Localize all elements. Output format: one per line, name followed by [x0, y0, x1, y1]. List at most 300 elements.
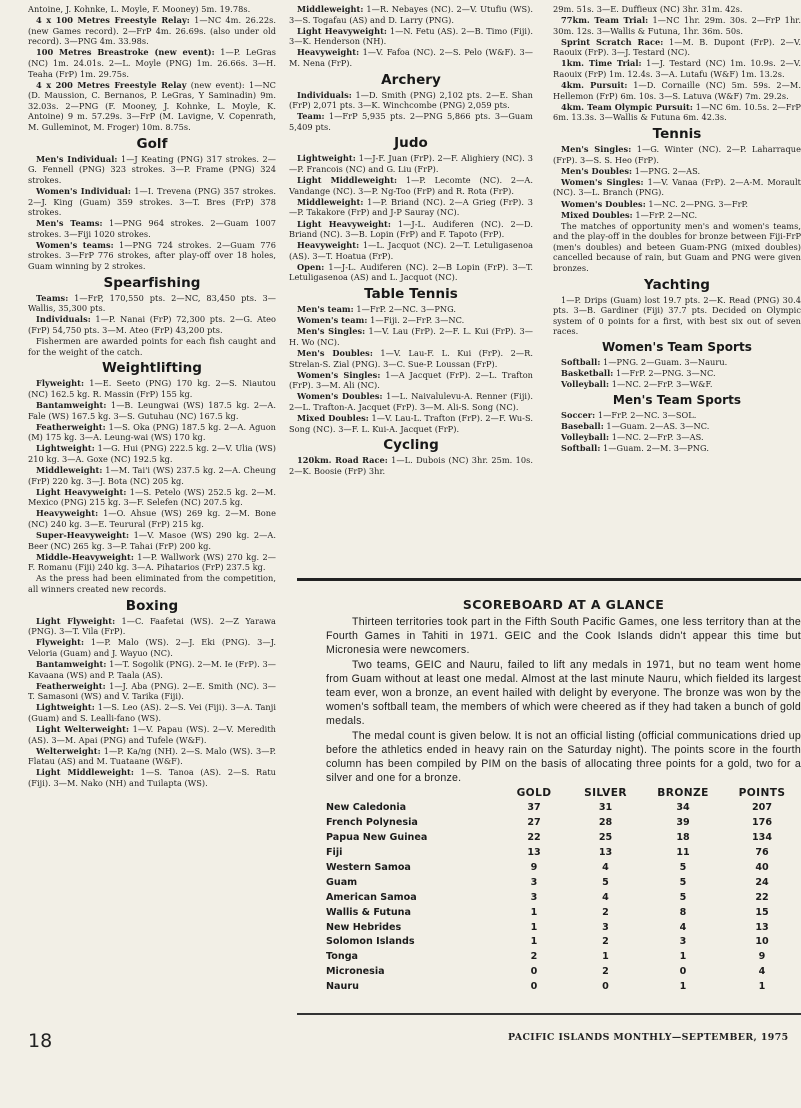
event-title: Lightweight: [36, 443, 95, 454]
result-entry [28, 702, 276, 723]
publication-footer: PACIFIC ISLANDS MONTHLY—SEPTEMBER, 1975 [508, 1032, 789, 1043]
result-entry [28, 314, 276, 335]
event-title: Heavyweight: [297, 240, 360, 251]
result-entry [553, 368, 801, 379]
result-entry [28, 746, 276, 767]
result-text: 1—NC. 2—PNG. 3—FrP. [645, 198, 749, 209]
event-title: Volleyball: [561, 379, 610, 390]
result-entry [289, 4, 533, 25]
result-entry [289, 153, 533, 174]
event-title: Light Welterweight: [36, 724, 130, 735]
result-entry [289, 326, 533, 347]
event-title: Basketball: [561, 368, 614, 379]
event-title: Middleweight: [297, 196, 364, 207]
event-title: Open: [297, 261, 325, 272]
result-entry [553, 357, 801, 368]
result-entry [28, 422, 276, 443]
result-entry [289, 262, 533, 283]
result-text: 1—P. Wallwork (WS) 270 kg. 2—F. Romanu (Fiji) 240 kg. 3—A. Pihatarios (FrP) 237.5 kg. [28, 551, 276, 573]
result-entry [28, 4, 276, 15]
event-title: Men's Doubles: [561, 165, 633, 176]
results-column-3 [553, 4, 801, 572]
event-title: 77km. Team Trial: [561, 15, 649, 26]
result-entry [289, 47, 533, 68]
result-entry [553, 410, 801, 421]
territory-name [326, 815, 500, 830]
event-title: Individuals: [36, 314, 91, 325]
section-heading: Golf [136, 135, 168, 152]
result-entry [289, 175, 533, 196]
territory-name-text: Western Samoa [326, 861, 411, 873]
silver-count: 2 [602, 936, 609, 948]
scoreboard-bottom-rule [297, 1013, 801, 1015]
result-text: 1—P. Malo (WS). 2—J. Eki (PNG). 3—J. Veloria (Guam) and J. Wayuo (NC). [28, 637, 276, 658]
event-title: Women's Individual: [36, 185, 131, 196]
territory-name [326, 920, 500, 935]
result-entry [553, 166, 801, 177]
result-text: 1—T. Sogolik (PNG). 2—M. Ie (FrP). 3—Kavaana (WS) and P. Taala (AS). [28, 658, 276, 680]
event-title: Individuals: [297, 89, 352, 100]
result-text: 1—FrP 5,935 pts. 2—PNG 5,866 pts. 3—Guam 5,409 pts. [289, 111, 533, 132]
table-row [326, 845, 801, 860]
result-text: 1—V. Masoe (WS) 290 kg. 2—A. Beer (NC) 265 kg. 3—P. Tahai (FrP) 200 kg. [28, 530, 276, 551]
result-entry [28, 47, 276, 79]
result-entry [28, 218, 276, 239]
territory-name-text: Micronesia [326, 966, 385, 978]
event-title: 4 x 100 Metres Freestyle Relay: [36, 15, 190, 26]
event-title: Sprint Scratch Race: [561, 36, 664, 47]
result-text: 1—C. Faafetai (WS). 2—Z Yarawa (PNG). 3—T. Vila (FrP). [28, 615, 276, 637]
medal-table-header-silver: SILVER [584, 787, 627, 800]
result-entry [289, 197, 533, 218]
result-text: 1—J-F. Juan (FrP). 2—F. Alighiery (NC). 3—P. Francois (NC) and G. Liu (FrP). [289, 153, 533, 175]
result-text: 1—E. Seeto (PNG) 170 kg. 2—S. Niautou (NC) 162.5 kg. R. Massin (FrP) 155 kg. [28, 378, 276, 399]
gold-count: 22 [527, 832, 541, 844]
result-text: 1—Guam. 2—AS. 3—NC. [603, 420, 710, 431]
event-title: Men's Teams: [36, 218, 103, 229]
result-entry [28, 186, 276, 218]
event-title: Light Heavyweight: [297, 25, 387, 36]
event-title: Teams: [36, 292, 69, 303]
event-title: Featherweight: [36, 680, 106, 691]
bronze-count: 8 [679, 906, 687, 918]
result-text: 1—D. Cornaille (NC) 5m. 59s. 2—M. Hellemon (FrP) 6m. 10s. 3—S. Latuva (W&F) 7m. 29.2s. [553, 80, 801, 101]
result-text: 1—L. Dubois (NC) 3hr. 25m. 10s. 2—K. Boosie (FrP) 3hr. [289, 455, 533, 476]
event-title: Light Flyweight: [36, 615, 116, 626]
event-title: Mixed Doubles: [297, 413, 369, 423]
bronze-count: 39 [676, 817, 690, 829]
result-entry [28, 487, 276, 508]
gold-count: 0 [530, 981, 538, 993]
result-entry [28, 616, 276, 637]
result-text: 1—PNG 724 strokes. 2—Guam 776 strokes. 3—FrP 776 strokes, after play-off over 18 holes, Guam winning by 2 strokes. [28, 239, 276, 272]
result-entry [289, 111, 533, 132]
result-entry [28, 552, 276, 573]
result-text: 1—NC 6m. 10.5s. 2—FrP 6m. 13.3s. 3—Wallis & Futuna 6m. 42.3s. [553, 101, 801, 123]
result-text: 1—P. LeGras (NC) 1m. 24.01s. 2—L. Moyle (PNG) 1m. 26.66s. 3—H. Teaha (FrP) 1m. 29.75s. [28, 47, 276, 79]
result-entry [28, 508, 276, 529]
event-title: Middle-Heavyweight: [36, 551, 134, 562]
points-count: 40 [755, 861, 769, 873]
result-text: 1—G. Hui (PNG) 222.5 kg. 2—V. Ulia (WS) 210 kg. 3—A. Goxe (NC) 192.5 kg. [28, 443, 276, 464]
result-text: 1—R. Nebayes (NC). 2—V. Utufiu (WS). 3—S. Togafau (AS) and D. Larry (PNG). [289, 4, 533, 25]
medal-table-header-blank [326, 786, 500, 800]
territory-name-text: French Polynesia [326, 817, 418, 829]
result-text: 1—B. Leungwai (WS) 187.5 kg. 2—A. Fale (WS) 167.5 kg. 3—S. Gutuhau (NC) 167.5 kg. [28, 399, 276, 421]
result-text: 1—J-L. Audiferen (NC). 2—B Lopin (FrP). 3—T. Letuligasenoa (AS) and L. Jacquot (NC). [289, 261, 533, 283]
points-count: 13 [755, 921, 769, 933]
result-entry [28, 240, 276, 272]
table-row [326, 905, 801, 920]
points-count: 4 [758, 966, 766, 978]
result-text: 1—G. Winter (NC). 2—P. Laharraque (FrP). 3—S. S. Heo (FrP). [553, 144, 801, 165]
result-text: 1—L. Jacquot (NC). 2—T. Letuligasenoa (AS). 3—T. Hoatua (FrP). [289, 240, 533, 261]
scoreboard-paragraph: Two teams, GEIC and Nauru, failed to lift any medals in 1971, but no team went home from Guam without at least one medal. Almost at the last minute Nauru, which fielded its largest team ever, won a bronze, an event hailed with delight by everyone. The bronze was won by the women's softball team, the members of which were cheered as if they had taken a bunch of gold medals. [326, 658, 801, 728]
scoreboard-paragraph: Thirteen territories took part in the Fifth South Pacific Games, one less territory than at the Fourth Games in Tahiti in 1971. GEIC and the Cook Islands didn't appear this time but Micronesia were newcomers. [326, 616, 801, 657]
result-text: 1—PNG. 2—AS. [632, 165, 701, 176]
territory-name-text: New Hebrides [326, 921, 402, 933]
points-count: 10 [755, 936, 769, 948]
medal-table [326, 786, 801, 994]
result-entry [28, 15, 276, 47]
bronze-count: 5 [679, 891, 687, 903]
event-title: Soccer: [561, 409, 596, 420]
table-row [326, 815, 801, 830]
result-text: 1—S. Petelo (WS) 252.5 kg. 2—M. Mexico (PNG) 215 kg. 3—F. Selefen (NC) 207.5 kg. [28, 486, 276, 508]
result-text: 1—J. Aba (PNG). 2—E. Smith (NC). 3—T. Samasoni (WS) and V. Tarika (Fiji). [28, 680, 276, 702]
result-entry [289, 455, 533, 476]
result-entry [553, 421, 801, 432]
silver-count: 5 [602, 876, 609, 888]
event-title: Men's team: [297, 304, 354, 315]
territory-name-text: Tonga [326, 951, 359, 963]
silver-count: 0 [602, 981, 609, 993]
result-text: 1—FrP. 2—NC. [632, 209, 698, 220]
section-heading: Yachting [643, 276, 710, 293]
section-heading: Spearfishing [103, 274, 201, 291]
event-title: Light Middleweight: [36, 767, 134, 778]
result-text: 1—M. B. Dupont (FrP). 2—V. Raouix (FrP). 3—J. Testard (NC). [553, 36, 801, 58]
bronze-count: 4 [679, 921, 687, 933]
result-entry [553, 80, 801, 101]
section-heading: Archery [381, 71, 441, 88]
points-count: 9 [758, 951, 766, 963]
result-text: 1—J. Testard (NC) 1m. 10.9s. 2—V. Raouix (FrP) 1m. 12.4s. 3—A. Lutafu (W&F) 1m. 13.2s. [553, 58, 801, 80]
result-entry [289, 370, 533, 391]
section-heading: Judo [394, 135, 428, 152]
result-text: 1—PNG. 2—Guam. 3—Nauru. [600, 357, 728, 368]
result-text: 1—PNG 964 strokes. 2—Guam 1007 strokes. 3—Fiji 1020 strokes. [28, 218, 276, 239]
result-text: 1—O. Ahsue (WS) 269 kg. 2—M. Bone (NC) 240 kg. 3—E. Teurural (FrP) 215 kg. [28, 508, 276, 529]
silver-count: 13 [598, 847, 613, 859]
result-entry [289, 391, 533, 412]
result-text: 1—P. Nanai (FrP) 72,300 pts. 2—G. Ateo (FrP) 54,750 pts. 3—M. Ateo (FrP) 43,200 pts. [28, 314, 276, 335]
result-text: 1—FrP. 2—PNG. 3—NC. [613, 368, 716, 379]
section-heading: Women's Team Sports [602, 340, 752, 355]
result-entry [28, 637, 276, 658]
bronze-count: 3 [679, 936, 687, 948]
event-title: Softball: [561, 357, 601, 368]
table-row [326, 949, 801, 964]
event-title: 4km. Team Olympic Pursuit: [561, 101, 693, 112]
result-entry [28, 724, 276, 745]
result-entry [553, 15, 801, 36]
gold-count: 27 [527, 817, 541, 829]
event-title: Featherweight: [36, 421, 106, 432]
territory-name [326, 830, 500, 845]
event-title: Light Heavyweight: [36, 486, 127, 497]
points-count: 176 [751, 817, 773, 829]
gold-count: 3 [530, 876, 538, 888]
result-text: 1—S. Leo (AS). 2—S. Vei (Fiji). 3—A. Tanji (Guam) and S. Lealli-fano (WS). [28, 702, 276, 723]
event-title: Team: [297, 111, 325, 122]
scoreboard-paragraph: The medal count is given below. It is not an official listing (official communications dried up before the athletics ended in heavy rain on the Saturday night). The points score in the fourth column has been compiled by PIM on the basis of allocating three points for a gold, two for a silver and one for a bronze. [326, 729, 801, 785]
silver-count: 25 [598, 832, 613, 844]
result-text: 1—N. Fetu (AS). 2—B. Timo (Fiji). 3—K. Henderson (NH). [289, 25, 533, 47]
result-entry [289, 304, 533, 315]
result-text: 1—V. Lau-F. L. Kui (FrP). 2—R. Strelan-S. Zial (PNG). 3—C. Sue-P. Loussan (FrP). [289, 347, 533, 369]
result-entry [553, 221, 801, 274]
result-entry [553, 58, 801, 79]
event-title: 120km. Road Race: [297, 455, 388, 466]
result-text: 1—S. Oka (PNG) 187.5 kg. 2—A. Aguon (M) 175 kg. 3—A. Leung-wai (WS) 170 kg. [28, 421, 276, 443]
points-count: 24 [755, 876, 769, 888]
points-count: 76 [755, 847, 769, 859]
result-entry [553, 295, 801, 337]
section-heading: Tennis [652, 126, 702, 143]
result-text: 1—NC. 2—FrP. 3—AS. [609, 432, 704, 442]
result-text: Fishermen are awarded points for each fish caught and for the weight of the catch. [28, 336, 276, 357]
silver-count: 28 [598, 817, 613, 829]
medal-table-header-row [326, 786, 801, 800]
bronze-count: 0 [679, 966, 687, 978]
result-text: 1—V. Lau-L. Trafton (FrP). 2—F. Wu-S. Song (NC). 3—F. L. Kui-A. Jacquet (FrP). [289, 413, 533, 434]
result-entry [553, 443, 801, 454]
gold-count: 9 [530, 861, 538, 873]
result-entry [28, 443, 276, 464]
table-row [326, 830, 801, 845]
result-text: 1—S. Tanoa (AS). 2—S. Ratu (Fiji). 3—M. Nako (NH) and Tuilapta (WS). [28, 767, 276, 788]
territory-name [326, 979, 500, 994]
event-title: Men's Individual: [36, 153, 118, 164]
event-title: Women's Singles: [561, 176, 644, 187]
event-title: Lightweight: [297, 153, 356, 164]
result-entry [553, 379, 801, 390]
event-title: Bantamweight: [36, 658, 107, 669]
territory-name [326, 934, 500, 949]
result-text: As the press had been eliminated from the competition, all winners created new records. [28, 573, 276, 594]
result-entry [553, 37, 801, 58]
territory-name-text: Papua New Guinea [326, 832, 428, 844]
gold-count: 1 [530, 906, 538, 918]
territory-name-text: Wallis & Futuna [326, 906, 411, 918]
event-title: 1km. Time Trial: [561, 58, 642, 69]
result-text: 1—A Jacquet (FrP). 2—L. Trafton (FrP). 3—M. Ali (NC). [289, 369, 533, 391]
event-title: Light Middleweight: [297, 175, 398, 186]
result-text: 1—V. Lau (FrP). 2—F. L. Kui (FrP). 3—H. Wo (NC). [289, 326, 533, 347]
silver-count: 4 [602, 891, 609, 903]
scoreboard-top-rule [297, 578, 801, 581]
result-entry [289, 413, 533, 434]
result-text: 1—J-L. Audiferen (NC). 2—D. Briand (NC). 3—B. Lopin (FrP) and F. Tapoto (FrP). [289, 218, 533, 240]
result-entry [289, 90, 533, 111]
result-text: 1—D. Smith (PNG) 2,102 pts. 2—E. Shan (FrP) 2,071 pts. 3—K. Winchcombe (PNG) 2,059 pts. [289, 89, 533, 111]
result-text: 1—L. Naivalulevu-A. Renner (Fiji). 2—L. Trafton-A. Jacquet (FrP). 3—M. Ali-S. Song (NC). [289, 391, 533, 412]
points-count: 22 [755, 891, 769, 903]
territory-name-text: Fiji [326, 847, 343, 859]
territory-name [326, 845, 500, 860]
event-title: Women's Singles: [297, 369, 381, 380]
territory-name [326, 890, 500, 905]
result-entry [553, 210, 801, 221]
bronze-count: 1 [679, 951, 687, 963]
result-entry [289, 26, 533, 47]
table-row [326, 890, 801, 905]
result-entry [553, 102, 801, 123]
table-row [326, 979, 801, 994]
event-title: Middleweight: [36, 464, 103, 475]
event-title: Volleyball: [561, 432, 610, 442]
event-title: Super-Heavyweight: [36, 530, 130, 541]
table-row [326, 934, 801, 949]
points-count: 134 [751, 832, 773, 844]
silver-count: 3 [602, 921, 609, 933]
result-text: (new event): 1—NC (D. Maussion, C. Bernanos, P. LeGras, Y Saminadin) 9m. 32.03s. 2—PNG (F. Mooney, J. Kohnke, L. Moyle, K. Antoine) 9 m. 57.29s. 3—FrP (M. Lavigne, V. Copenrath, M. Gulleminot, M. Froger) 10m. 8.75s. [28, 79, 276, 133]
result-text: 1—NC 1hr. 29m. 30s. 2—FrP 1hr. 30m. 12s. 3—Wallis & Futuna, 1hr. 36m. 50s. [553, 15, 801, 36]
points-count: 207 [751, 802, 773, 814]
results-column-1 [28, 4, 276, 1026]
result-entry [289, 315, 533, 326]
result-text: Antoine, J. Kohnke, L. Moyle, F. Mooney) 5m. 19.78s. [28, 4, 251, 14]
section-heading: Weightlifting [101, 360, 203, 377]
result-text: 1—Guam. 2—M. 3—PNG. [600, 443, 709, 454]
bronze-count: 18 [676, 832, 690, 844]
medal-table-header-bronze: BRONZE [657, 787, 709, 800]
silver-count: 31 [598, 802, 613, 814]
event-title: Welterweight: [36, 745, 101, 756]
result-entry [289, 240, 533, 261]
result-entry [28, 530, 276, 551]
table-row [326, 964, 801, 979]
silver-count: 2 [602, 906, 609, 918]
result-text: The matches of opportunity men's and women's teams, and the play-off in the doubles for bronze between Fiji-FrP (men's doubles) and beteen Guam-PNG (mixed doubles) cancelled because of rain, but Guam and PNG were given bronzes. [553, 220, 801, 274]
bronze-count: 34 [676, 802, 690, 814]
territory-name [326, 964, 500, 979]
section-heading: Table Tennis [364, 286, 458, 303]
territory-name [326, 860, 500, 875]
result-entry [28, 400, 276, 421]
table-row [326, 920, 801, 935]
territory-name-text: Guam [326, 876, 358, 888]
medal-table-header-points: POINTS [738, 787, 786, 800]
result-entry [28, 659, 276, 680]
result-text: 1—I. Trevena (PNG) 357 strokes. 2—J. King (Guam) 359 strokes. 3—T. Bres (FrP) 378 strokes. [28, 185, 276, 218]
bronze-count: 11 [676, 847, 690, 859]
gold-count: 0 [530, 966, 538, 978]
event-title: Women's team: [297, 315, 368, 326]
result-text: 1—FrP, 170,550 pts. 2—NC, 83,450 pts. 3—Wallis, 35,300 pts. [28, 292, 276, 314]
result-text: 1—P. Lecomte (NC). 2—A. Vandange (NC). 3—P. Ng-Too (FrP) and R. Rota (FrP). [289, 175, 533, 196]
territory-name-text: Solomon Islands [326, 936, 415, 948]
result-entry [28, 378, 276, 399]
event-title: Men's Singles: [561, 144, 632, 155]
points-count: 15 [755, 906, 769, 918]
event-title: Lightweight: [36, 702, 95, 713]
result-entry [553, 432, 801, 443]
gold-count: 37 [527, 802, 541, 814]
event-title: Baseball: [561, 420, 604, 431]
event-title: Women's Doubles: [561, 198, 646, 209]
event-title: 4km. Pursuit: [561, 80, 628, 91]
result-entry [28, 573, 276, 594]
result-text: 1—FrP. 2—NC. 3—PNG. [353, 304, 457, 315]
result-entry [28, 336, 276, 357]
medal-table-body [326, 800, 801, 994]
result-text: 1—P. Ka/ng (NH). 2—S. Malo (WS). 3—P. Flatau (AS) and M. Tuataane (W&F). [28, 745, 276, 767]
section-heading: Boxing [125, 597, 179, 614]
event-title: Bantamweight: [36, 399, 107, 410]
event-title: Mixed Doubles: [561, 209, 633, 220]
result-text: 1—FrP. 2—NC. 3—SOL. [595, 409, 697, 420]
event-title: Light Heavyweight: [297, 218, 391, 229]
territory-name [326, 800, 500, 815]
territory-name [326, 949, 500, 964]
result-entry [28, 80, 276, 133]
result-entry [28, 465, 276, 486]
bronze-count: 5 [679, 876, 687, 888]
scoreboard-title: SCOREBOARD AT A GLANCE [462, 597, 665, 612]
bronze-count: 1 [679, 981, 687, 993]
results-column-2 [289, 4, 533, 572]
result-entry [28, 293, 276, 314]
gold-count: 1 [530, 936, 538, 948]
event-title: Flyweight: [36, 378, 85, 389]
gold-count: 1 [530, 921, 538, 933]
gold-count: 2 [530, 951, 538, 963]
result-entry [289, 219, 533, 240]
result-text: 1—P. Briand (NC). 2—A Grieg (FrP). 3—P. Takakore (FrP) and J-P Sauray (NC). [289, 196, 533, 218]
result-text: 1—M. Tai'i (WS) 237.5 kg. 2—A. Cheung (FrP) 220 kg. 3—J. Bota (NC) 205 kg. [28, 464, 276, 486]
result-text: 1—NC 4m. 26.22s. (new Games record). 2—FrP 4m. 26.69s. (also under old record). 3—PNG 4m. 33.98s. [28, 15, 276, 47]
result-text: 1—P. Drips (Guam) lost 19.7 pts. 2—K. Read (PNG) 30.4 pts. 3—B. Gardiner (Fiji) 37.7 pts. Decided on Olympic system of 0 points for a first, with best six out of seven races. [553, 294, 801, 337]
gold-count: 13 [527, 847, 541, 859]
points-count: 1 [758, 981, 766, 993]
event-title: Women's Doubles: [297, 391, 383, 402]
page-number: 18 [28, 1030, 53, 1052]
event-title: Women's teams: [36, 239, 114, 250]
result-text: 1—J Keating (PNG) 317 strokes. 2—G. Fennell (PNG) 323 strokes. 3—P. Frame (PNG) 324 strokes. [28, 153, 276, 185]
result-entry [28, 154, 276, 186]
event-title: Flyweight: [36, 637, 85, 648]
silver-count: 1 [602, 951, 609, 963]
territory-name [326, 905, 500, 920]
event-title: Men's Doubles: [297, 347, 373, 358]
result-text: 1—V. Vanaa (FrP). 2—A-M. Morault (NC). 3—L. Branch (PNG). [553, 176, 801, 198]
medal-table-header-gold: GOLD [516, 787, 552, 800]
section-heading: Men's Team Sports [612, 392, 742, 407]
result-entry [553, 199, 801, 210]
territory-name-text: Nauru [326, 981, 359, 993]
table-row [326, 800, 801, 815]
result-text: 1—V. Papau (WS). 2—V. Meredith (AS). 3—M. Apai (PNG) and Tufele (W&F). [28, 724, 276, 745]
event-title: Softball: [561, 443, 601, 454]
event-title: 100 Metres Breastroke (new event): [36, 47, 215, 58]
event-title: 4 x 200 Metres Freestyle Relay [36, 79, 187, 90]
result-entry [28, 681, 276, 702]
gold-count: 3 [530, 891, 538, 903]
result-entry [553, 177, 801, 198]
territory-name-text: American Samoa [326, 891, 417, 903]
